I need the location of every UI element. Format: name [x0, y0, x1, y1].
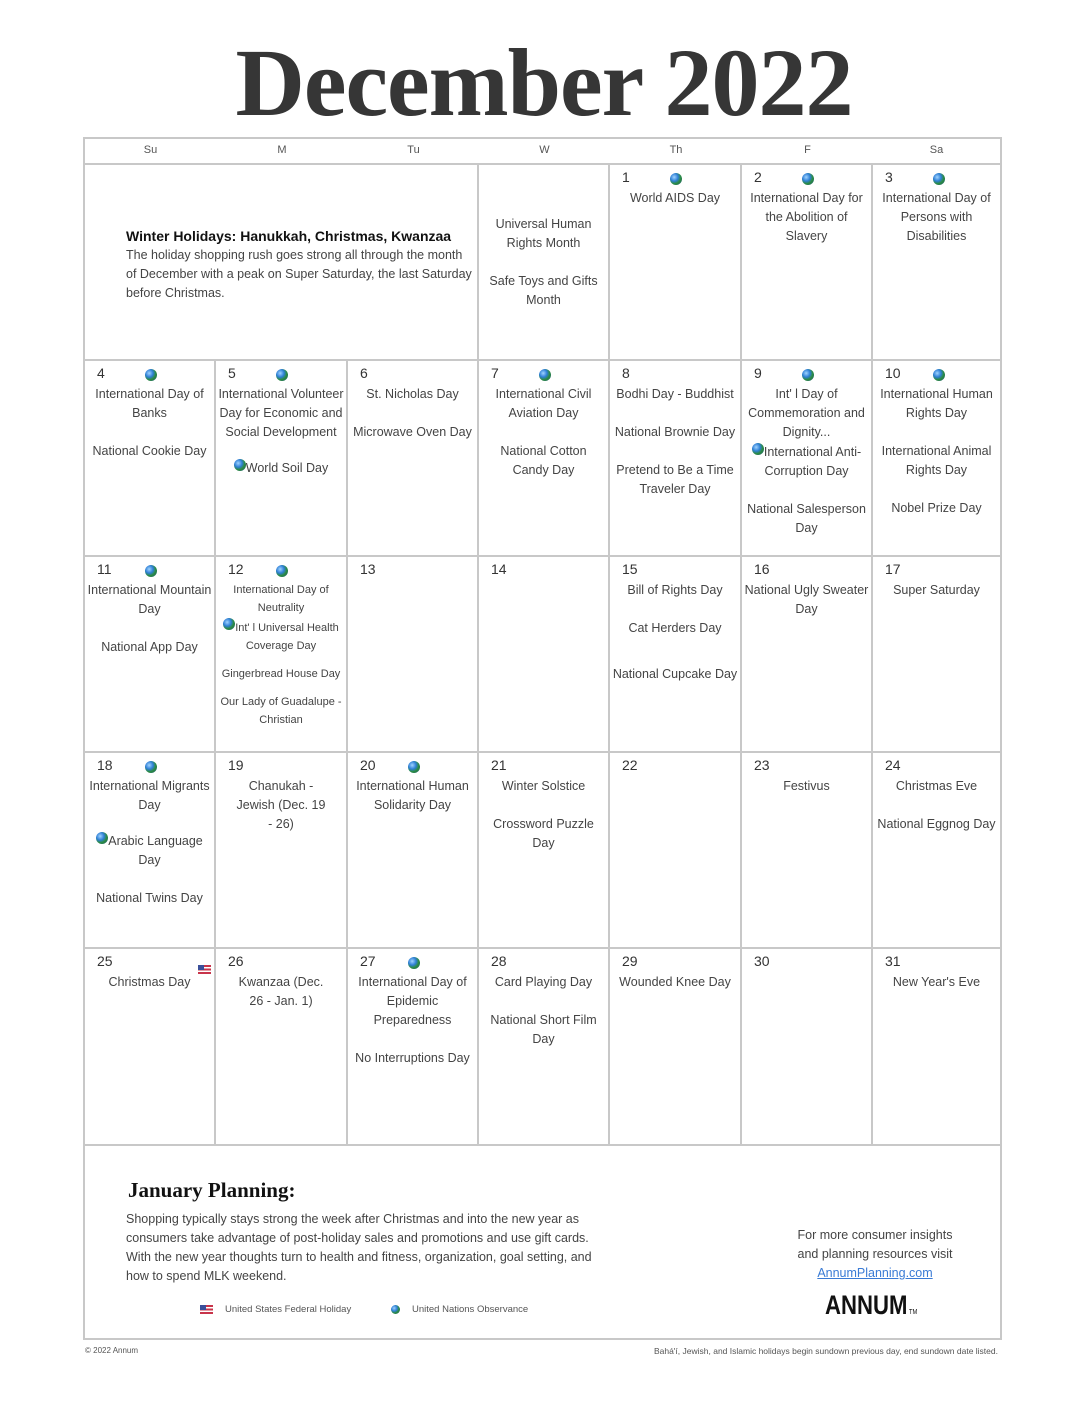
day-number: 3 [885, 169, 893, 185]
day-number: 11 [97, 561, 112, 577]
legend-label: United States Federal Holiday [225, 1304, 352, 1315]
event: Nobel Prize Day [891, 501, 982, 515]
globe-icon [670, 173, 682, 185]
day-cell-10[interactable] [873, 361, 1000, 557]
event: National Cookie Day [92, 444, 207, 458]
event: International Day of Banks [95, 387, 204, 420]
day-number: 1 [622, 169, 630, 185]
day-cell-21[interactable] [479, 753, 610, 949]
day-cell-6[interactable] [348, 361, 479, 557]
event: Bill of Rights Day [627, 583, 723, 597]
weekday-th: Th [669, 144, 683, 156]
winter-holidays-heading: Winter Holidays: Hanukkah, Christmas, Kwanzaa [126, 228, 452, 244]
day-number: 13 [360, 561, 376, 577]
day-cell-17[interactable] [873, 557, 1000, 753]
annum-logo [825, 1290, 917, 1321]
event: International Civil Aviation Day [495, 387, 592, 420]
globe-icon [752, 443, 764, 455]
day-cell-14[interactable] [479, 557, 610, 753]
event: International Human Rights Day [880, 387, 993, 420]
event: International Day of Epidemic Preparedness [358, 975, 467, 1027]
event: National Short Film Day [490, 1013, 597, 1046]
day-cell-13[interactable] [348, 557, 479, 753]
event: International Day of Persons with Disabilities [882, 191, 991, 243]
event: Card Playing Day [494, 975, 593, 989]
day-cell-20[interactable] [348, 753, 479, 949]
day-number: 15 [622, 561, 638, 577]
event: New Year's Eve [892, 975, 981, 989]
trademark: TM [909, 1309, 918, 1316]
day-cell-8[interactable] [610, 361, 742, 557]
day-cell-27[interactable] [348, 949, 479, 1146]
event: National Eggnog Day [877, 817, 996, 831]
day-number: 14 [491, 561, 507, 577]
event: National Cotton Candy Day [500, 444, 587, 477]
day-cell-22[interactable] [610, 753, 742, 949]
day-number: 2 [754, 169, 762, 185]
day-number: 23 [754, 757, 770, 773]
day-cell-5[interactable] [216, 361, 348, 557]
event: Arabic Language Day [108, 834, 203, 867]
event: International Day of Neutrality [233, 584, 329, 614]
january-planning-heading: January Planning: [128, 1178, 296, 1202]
event: International Animal Rights Day [881, 444, 992, 477]
event: Bodhi Day - Buddhist [616, 387, 734, 401]
globe-icon [802, 173, 814, 185]
day-cell-12[interactable] [216, 557, 348, 753]
january-planning-section [85, 1146, 1000, 1338]
promo-line-1: For more consumer insights [797, 1228, 953, 1242]
promo-line-2: and planning resources visit [797, 1247, 953, 1261]
event: International Day for the Abolition of Slavery [750, 191, 863, 243]
month-observances-cell [479, 165, 610, 361]
globe-icon [96, 832, 108, 844]
globe-icon [391, 1305, 400, 1314]
january-planning-text: Shopping typically stays strong the week after Christmas and into the new year as consumers take advantage of post-holiday sales and promotions and use gift cards. With the new year thoughts turn to health and fitness, organization, goal setting, and how to spend MLK weekend. [126, 1212, 592, 1283]
day-number: 30 [754, 953, 770, 969]
event: International Migrants Day [89, 779, 210, 812]
event: Int' l Universal Health Coverage Day [235, 622, 339, 652]
day-number: 24 [885, 757, 901, 773]
weekday-su: Su [143, 144, 158, 156]
day-number: 7 [491, 365, 499, 381]
event: No Interruptions Day [355, 1051, 470, 1065]
day-cell-28[interactable] [479, 949, 610, 1146]
month-observance: Universal Human Rights Month [495, 217, 592, 250]
day-number: 9 [754, 365, 762, 381]
globe-icon [276, 369, 288, 381]
day-cell-3[interactable] [873, 165, 1000, 361]
event: International Volunteer Day for Economic and Social Development [218, 387, 344, 439]
day-cell-11[interactable] [85, 557, 216, 753]
day-number: 16 [754, 561, 770, 577]
legend-us-holiday [200, 1304, 351, 1315]
event: Super Saturday [893, 583, 980, 597]
weekday-f: F [804, 144, 811, 156]
weekday-w: W [539, 144, 550, 156]
day-number: 21 [491, 757, 507, 773]
event: International Mountain Day [87, 583, 212, 616]
day-number: 27 [360, 953, 376, 969]
day-number: 22 [622, 757, 638, 773]
globe-icon [408, 957, 420, 969]
event: Pretend to Be a Time Traveler Day [616, 463, 734, 496]
day-cell-1[interactable] [610, 165, 742, 361]
event: Gingerbread House Day [221, 668, 341, 680]
day-number: 19 [228, 757, 244, 773]
event: Christmas Eve [895, 779, 978, 793]
page-title: December 2022 [235, 29, 853, 136]
globe-icon [933, 369, 945, 381]
day-cell-24[interactable] [873, 753, 1000, 949]
day-number: 20 [360, 757, 376, 773]
day-number: 12 [228, 561, 244, 577]
weekday-header-row [85, 139, 1000, 165]
weekday-sa: Sa [929, 144, 944, 156]
weekday-tu: Tu [407, 144, 420, 156]
event: St. Nicholas Day [366, 387, 459, 401]
event: Winter Solstice [501, 779, 586, 793]
us-flag-icon [200, 1305, 213, 1314]
day-number: 29 [622, 953, 638, 969]
event: World Soil Day [245, 461, 329, 475]
event: Crossword Puzzle Day [493, 817, 594, 850]
event: Wounded Knee Day [619, 975, 731, 989]
legend-label: United Nations Observance [412, 1304, 529, 1315]
day-number: 6 [360, 365, 368, 381]
promo-block [775, 1226, 975, 1283]
event: Kwanzaa (Dec. 26 - Jan. 1) [238, 975, 324, 1008]
day-cell-18[interactable] [85, 753, 216, 949]
globe-icon [276, 565, 288, 577]
winter-holidays-note [85, 165, 479, 361]
event: National Twins Day [96, 891, 203, 905]
day-number: 28 [491, 953, 507, 969]
event: Cat Herders Day [628, 621, 722, 635]
weekday-m: M [277, 144, 287, 156]
winter-holidays-text: The holiday shopping rush goes strong all through the month of December with a peak on Super Saturday, the last Saturday before Christmas. [126, 248, 472, 300]
day-cell-4[interactable] [85, 361, 216, 557]
copyright: © 2022 Annum [85, 1346, 139, 1355]
event: Chanukah - Jewish (Dec. 19 - 26) [236, 779, 326, 831]
legend-un-observance [391, 1304, 528, 1315]
day-cell-25[interactable] [85, 949, 216, 1146]
day-cell-9[interactable] [742, 361, 873, 557]
globe-icon [145, 761, 157, 773]
day-cell-7[interactable] [479, 361, 610, 557]
event: Our Lady of Guadalupe - Christian [220, 696, 342, 726]
event: Microwave Oven Day [353, 425, 472, 439]
calendar-grid [83, 137, 1002, 1340]
event: International Anti-Corruption Day [763, 445, 862, 478]
day-number: 4 [97, 365, 105, 381]
globe-icon [933, 173, 945, 185]
day-number: 25 [97, 953, 113, 969]
day-cell-19[interactable] [216, 753, 348, 949]
event: National Brownie Day [614, 425, 736, 439]
globe-icon [539, 369, 551, 381]
event: Christmas Day [108, 975, 191, 989]
event: National App Day [101, 640, 198, 654]
day-number: 18 [97, 757, 113, 773]
day-cell-2[interactable] [742, 165, 873, 361]
globe-icon [408, 761, 420, 773]
event: National Cupcake Day [612, 667, 738, 681]
day-cell-30[interactable] [742, 949, 873, 1146]
globe-icon [234, 459, 246, 471]
day-cell-16[interactable] [742, 557, 873, 753]
event: Int' l Day of Commemoration and Dignity... [748, 387, 865, 439]
logo-text: ANNUM [825, 1290, 908, 1320]
day-number: 26 [228, 953, 244, 969]
event: National Ugly Sweater Day [744, 583, 869, 616]
day-number: 5 [228, 365, 236, 381]
disclaimer: Bahá'í, Jewish, and Islamic holidays begin sundown previous day, end sundown date listed. [653, 1346, 998, 1356]
day-number: 8 [622, 365, 630, 381]
event: International Human Solidarity Day [356, 779, 469, 812]
day-cell-23[interactable] [742, 753, 873, 949]
globe-icon [223, 618, 235, 630]
day-cell-26[interactable] [216, 949, 348, 1146]
day-number: 10 [885, 365, 901, 381]
day-cell-29[interactable] [610, 949, 742, 1146]
globe-icon [802, 369, 814, 381]
day-cell-31[interactable] [873, 949, 1000, 1146]
month-observance: Safe Toys and Gifts Month [489, 274, 598, 307]
event: Festivus [783, 779, 830, 793]
globe-icon [145, 369, 157, 381]
globe-icon [145, 565, 157, 577]
event: World AIDS Day [629, 191, 721, 205]
day-cell-15[interactable] [610, 557, 742, 753]
event: National Salesperson Day [747, 502, 866, 535]
day-number: 17 [885, 561, 901, 577]
day-number: 31 [885, 953, 901, 969]
annum-planning-link[interactable]: AnnumPlanning.com [817, 1266, 933, 1280]
